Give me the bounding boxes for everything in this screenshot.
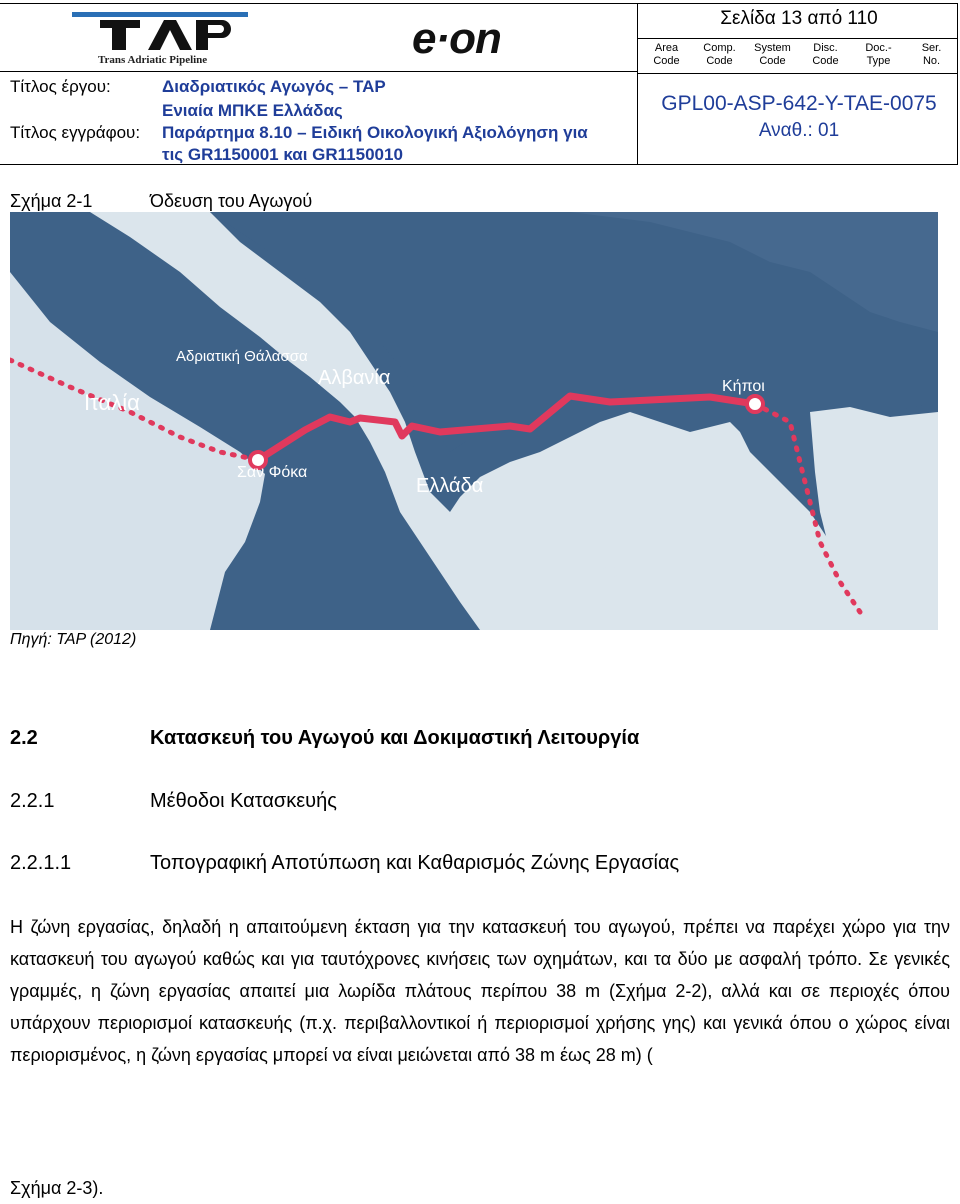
section-title-2-2: Κατασκευή του Αγωγού και Δοκιμαστική Λειτουργία xyxy=(150,727,640,749)
code-system: System Code xyxy=(754,42,791,67)
map-label-albania: Αλβανία xyxy=(318,367,391,389)
map-label-italy: Ιταλία xyxy=(84,390,140,415)
pipeline-route-map xyxy=(10,212,938,630)
document-code-grid xyxy=(640,42,958,72)
code-comp: Comp. Code xyxy=(703,42,736,67)
header-border-vertical xyxy=(637,3,638,165)
document-title-line1: Ενιαία ΜΠΚΕ Ελλάδας xyxy=(162,101,343,120)
tap-logo-subtitle: Trans Adriatic Pipeline xyxy=(98,54,208,66)
header-border-bottom xyxy=(0,164,958,165)
body-trailing-text: Σχήμα 2-3). xyxy=(10,1178,104,1198)
document-label: Τίτλος εγγράφου: xyxy=(10,123,141,142)
figure-source: Πηγή: TAP (2012) xyxy=(10,631,137,648)
eon-logo-text: e·on xyxy=(412,14,501,63)
document-title-line2: Παράρτημα 8.10 – Ειδική Οικολογική Αξιολόγηση για xyxy=(162,123,588,142)
revision-number: Αναθ.: 01 xyxy=(758,120,840,141)
map-label-kipoi: Κήποι xyxy=(722,378,765,395)
eon-logo xyxy=(412,14,542,64)
header-border-codes xyxy=(637,73,958,74)
project-title: Διαδριατικός Αγωγός – TAP xyxy=(162,77,386,96)
document-number: GPL00-ASP-642-Y-TAE-0075 xyxy=(661,92,937,115)
map-label-adriatic: Αδριατική Θάλασσα xyxy=(176,348,308,365)
code-area: Area Code xyxy=(653,42,680,67)
map-graphic xyxy=(10,212,938,630)
project-label: Τίτλος έργου: xyxy=(10,77,111,96)
section-number-2-2: 2.2 xyxy=(10,727,38,749)
code-ser-no: Ser. No. xyxy=(921,42,942,67)
header-border-mid xyxy=(0,71,637,72)
tap-logo xyxy=(70,8,260,68)
body-paragraph: Η ζώνη εργασίας, δηλαδή η απαιτούμενη έκταση για την κατασκευή του αγωγού, πρέπει να παρέχει χώρο για την κατασκευή του αγωγού καθώς και για ταυτόχρονες κινήσεις των οχημάτων, και τα δύο με ασφαλή τρόπο. Σε γενικές γραμμές, η ζώνη εργασίας απαιτεί μια λωρίδα πλάτους περίπου 38 m (Σχήμα 2-2), αλλά και σε περιοχές όπου υπάρχουν περιορισμοί κατασκευής (π.χ. περιβαλλοντικοί ή περιορισμοί χρήσης γης) και γενικά όπου ο χώρος είναι περιορισμένος, η ζώνη εργασίας μπορεί να είναι μειώνεται από 38 m έως 28 m) ( xyxy=(10,917,950,1065)
code-disc: Disc. Code xyxy=(812,42,839,67)
document-title-line3: τις GR1150001 και GR1150010 xyxy=(162,145,403,164)
page-number: Σελίδα 13 από 110 xyxy=(720,8,878,29)
section-number-2-2-1-1: 2.2.1.1 xyxy=(10,852,72,874)
map-label-greece: Ελλάδα xyxy=(416,475,484,497)
section-title-2-2-1-1: Τοπογραφική Αποτύπωση και Καθαρισμός Ζώνης Εργασίας xyxy=(150,852,680,874)
map-label-san-foca: Σαν Φόκα xyxy=(237,464,308,481)
code-doc-type: Doc.- Type xyxy=(865,42,892,67)
header-border-page xyxy=(637,38,958,39)
figure-number: Σχήμα 2-1 xyxy=(10,191,93,211)
section-title-2-2-1: Μέθοδοι Κατασκευής xyxy=(150,790,337,812)
section-number-2-2-1: 2.2.1 xyxy=(10,790,55,812)
figure-title: Όδευση του Αγωγού xyxy=(150,191,313,211)
header-border-top xyxy=(0,3,958,4)
